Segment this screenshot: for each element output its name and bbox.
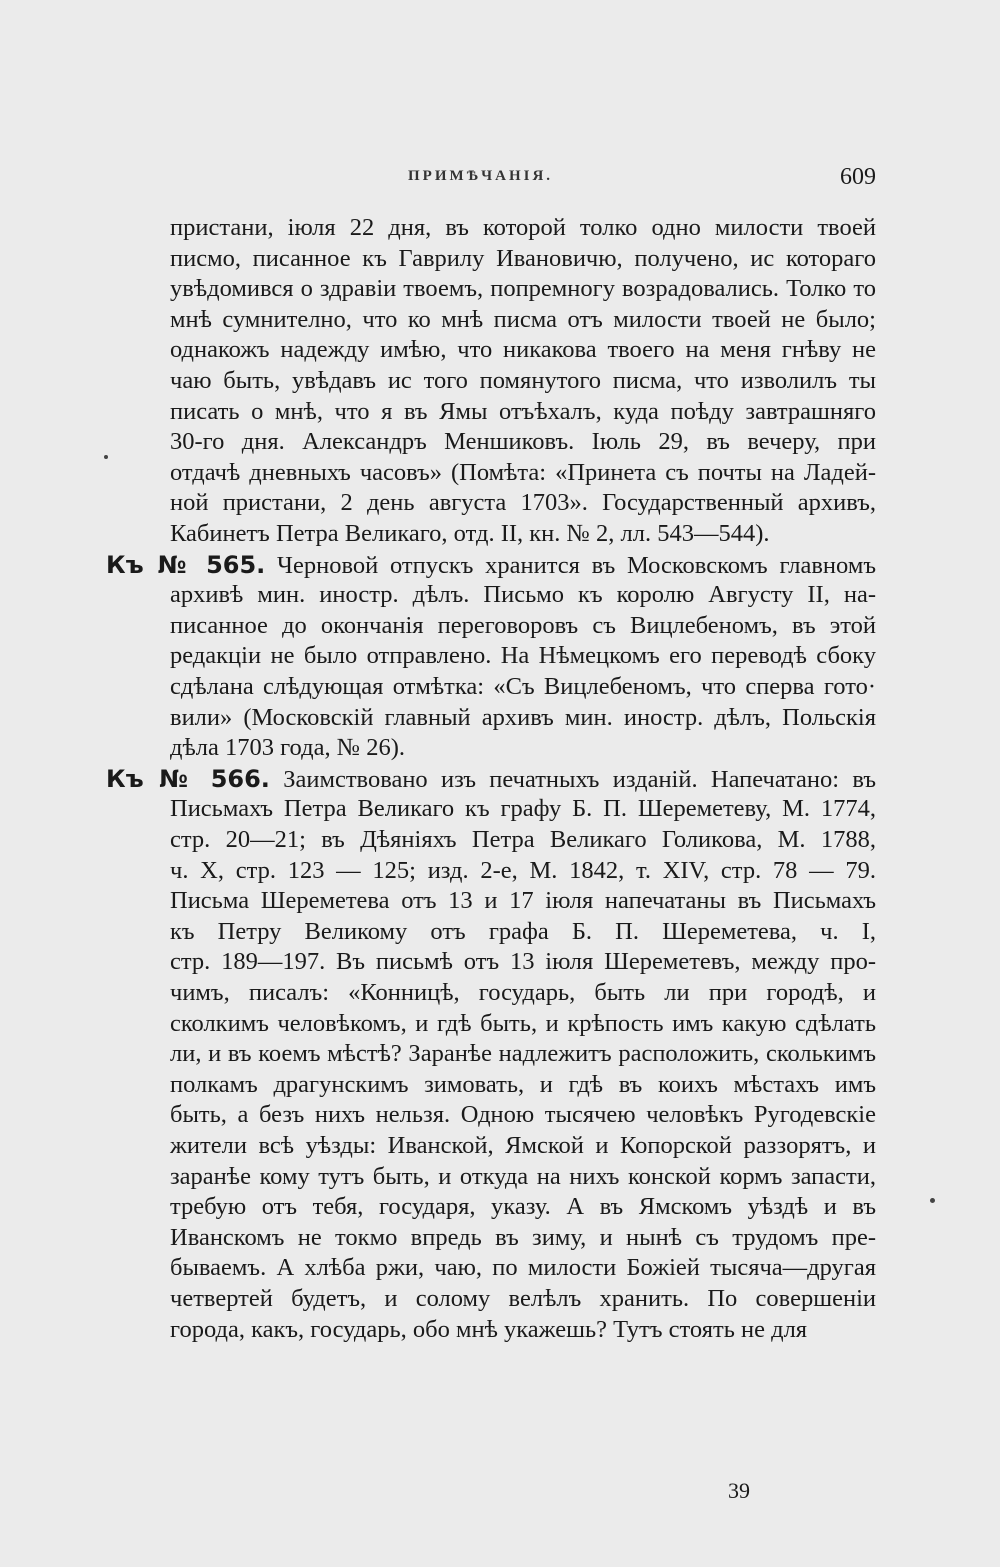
text-line bbox=[170, 793, 876, 825]
line-text: дѣла 1703 года, № 26). bbox=[170, 734, 405, 762]
text-line bbox=[170, 396, 876, 428]
line-text: сдѣлана слѣдующая отмѣтка: «Съ Вицлебеномъ, что сперва гото· bbox=[170, 673, 876, 700]
text-line bbox=[170, 610, 876, 642]
text-line bbox=[170, 855, 876, 887]
line-text: жители всѣ уѣзды: Иванской, Ямской и Копорской раззорятъ, и bbox=[170, 1132, 876, 1159]
line-text: ч. X, стр. 123 — 125; изд. 2-е, М. 1842, т. XIV, стр. 78 — 79. bbox=[170, 856, 876, 884]
line-text: чимъ, писалъ: «Конницѣ, государь, быть ли при городѣ, и bbox=[170, 979, 876, 1006]
page-header bbox=[0, 164, 1000, 198]
line-text: полкамъ драгунскимъ зимовать, и гдѣ въ коихъ мѣстахъ имъ bbox=[170, 1070, 876, 1098]
text-line bbox=[170, 426, 876, 458]
text-line bbox=[170, 824, 876, 856]
text-line bbox=[170, 1252, 876, 1284]
text-line bbox=[170, 212, 876, 244]
text-line bbox=[170, 243, 876, 275]
line-text: ной пристани, 2 день августа 1703». Государственный архивъ, bbox=[170, 489, 876, 517]
line-text: къ Петру Великому отъ графа Б. П. Шереметева, ч. I, bbox=[170, 917, 876, 945]
text-line bbox=[170, 1314, 876, 1346]
text-line bbox=[170, 1038, 876, 1070]
line-text: 30-го дня. Александръ Меншиковъ. Іюль 29, въ вечеру, при bbox=[170, 428, 876, 456]
note-reference: Къ № 566. bbox=[106, 764, 270, 793]
text-line bbox=[170, 304, 876, 336]
text-line bbox=[170, 518, 876, 550]
line-text: ли, и въ коемъ мѣстѣ? Заранѣе надлежитъ расположить, сколькимъ bbox=[170, 1040, 876, 1068]
text-line bbox=[170, 1222, 876, 1254]
line-text: требую отъ тебя, государя, указу. А въ Ямскомъ уѣздѣ и въ bbox=[170, 1193, 876, 1221]
text-line bbox=[170, 273, 876, 305]
line-text: Кабинетъ Петра Великаго, отд. II, кн. № 2, лл. 543—544). bbox=[170, 520, 770, 547]
line-text: Письма Шереметева отъ 13 и 17 іюля напечатаны въ Письмахъ bbox=[170, 887, 876, 915]
text-line bbox=[170, 1008, 876, 1040]
page-number: 609 bbox=[840, 164, 876, 190]
text-line bbox=[170, 1161, 876, 1193]
line-text: писать о мнѣ, что я въ Ямы отъѣхалъ, куда поѣду завтрашняго bbox=[170, 397, 876, 425]
text-line bbox=[170, 365, 876, 397]
text-line bbox=[170, 702, 876, 734]
line-text: вили» (Московскій главный архивъ мин. иностр. дѣлъ, Польскія bbox=[170, 703, 876, 731]
text-line bbox=[170, 1130, 876, 1162]
text-line bbox=[170, 487, 876, 519]
printer-signature: 39 bbox=[728, 1478, 750, 1503]
line-text: Черновой отпускъ хранится въ Московскомъ главномъ bbox=[277, 551, 877, 579]
text-line bbox=[170, 579, 876, 611]
line-text: отдачѣ дневныхъ часовъ» (Помѣта: «Принета съ почты на Ладей- bbox=[170, 458, 876, 486]
line-text: Иванскомъ не токмо впредь въ зиму, и нынѣ съ трудомъ пре- bbox=[170, 1223, 876, 1251]
line-text: бываемъ. А хлѣба ржи, чаю, по милости Божіей тысяча—другая bbox=[170, 1254, 876, 1282]
ink-speck bbox=[104, 455, 108, 459]
line-text: Письмахъ Петра Великаго къ графу Б. П. Шереметеву, М. 1774, bbox=[170, 795, 876, 823]
line-text: писанное до окончанія переговоровъ съ Вицлебеномъ, въ этой bbox=[170, 611, 876, 639]
line-text: быть, а безъ нихъ нельзя. Одною тысячею человѣкъ Ругодевскіе bbox=[170, 1101, 876, 1129]
line-text: стр. 189—197. Въ письмѣ отъ 13 іюля Шереметевъ, между про- bbox=[170, 948, 876, 976]
text-line bbox=[170, 640, 876, 672]
line-text: Заимствовано изъ печатныхъ изданій. Напечатано: въ bbox=[283, 765, 877, 793]
line-text: однакожъ надежду имѣю, что никакова твоего на меня гнѣву не bbox=[170, 336, 876, 364]
line-text: пристани, іюля 22 дня, въ которой толко одно милости твоей bbox=[170, 214, 876, 241]
text-line bbox=[170, 1069, 876, 1101]
text-line bbox=[170, 1191, 876, 1223]
text-line bbox=[106, 763, 876, 795]
line-text: заранѣе кому тутъ быть, и откуда на нихъ конской кормъ запасти, bbox=[170, 1162, 876, 1190]
ink-speck bbox=[930, 1198, 935, 1203]
line-text: стр. 20—21; въ Дѣяніяхъ Петра Великаго Голикова, М. 1788, bbox=[170, 826, 876, 853]
line-text: сколкимъ человѣкомъ, и гдѣ быть, и крѣпость имъ какую сдѣлать bbox=[170, 1009, 876, 1037]
text-line bbox=[106, 549, 876, 581]
line-text: писмо, писанное къ Гаврилу Ивановичю, получено, ис котораго bbox=[170, 244, 876, 272]
line-text: четвертей будетъ, и солому велѣлъ хранить. По совершеніи bbox=[170, 1285, 876, 1312]
text-line bbox=[170, 457, 876, 489]
text-line bbox=[170, 946, 876, 978]
line-text: увѣдомився о здравіи твоемъ, попремногу возрадовались. Толко то bbox=[170, 275, 876, 303]
text-line bbox=[170, 1283, 876, 1315]
line-text: города, какъ, государь, обо мнѣ укажешь? Тутъ стоять не для bbox=[170, 1315, 808, 1343]
note-reference: Къ № 565. bbox=[106, 550, 266, 579]
text-line bbox=[170, 334, 876, 366]
line-text: архивѣ мин. иностр. дѣлъ. Письмо къ королю Августу II, на- bbox=[170, 581, 876, 609]
line-text: редакціи не было отправлено. На Нѣмецкомъ его переводѣ сбоку bbox=[170, 642, 876, 670]
text-line bbox=[170, 732, 876, 764]
text-line bbox=[170, 671, 876, 703]
line-text: мнѣ сумнително, что ко мнѣ писма отъ милости твоей не было; bbox=[170, 305, 876, 333]
text-line bbox=[170, 1099, 876, 1131]
text-line bbox=[170, 885, 876, 917]
text-line bbox=[170, 916, 876, 948]
text-line bbox=[170, 977, 876, 1009]
line-text: чаю быть, увѣдавъ ис того помянутого писма, что изволилъ ты bbox=[170, 367, 876, 394]
running-title: ПРИМѢЧАНІЯ. bbox=[408, 168, 554, 184]
